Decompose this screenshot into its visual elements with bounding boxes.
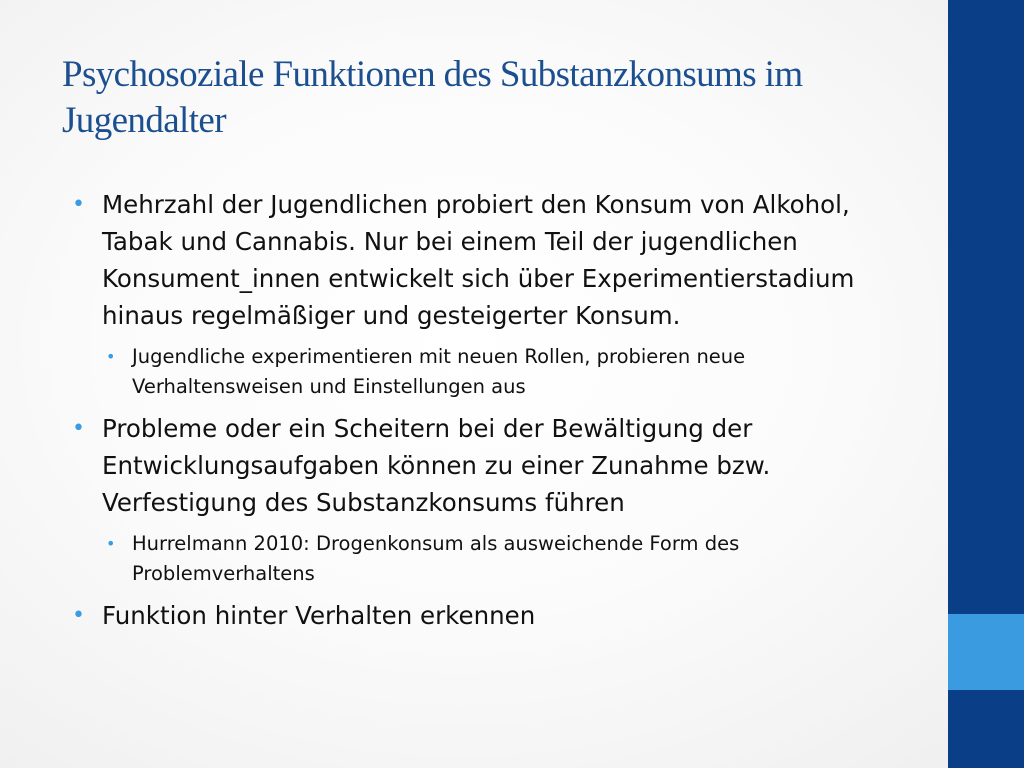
- slide-title: Psychosoziale Funktionen des Substanzkonsums im Jugendalter: [62, 54, 803, 141]
- bullet-text: Probleme oder ein Scheitern bei der Bewältigung der Entwicklungsaufgaben können zu einer Zunahme bzw. Verfestigung des Substanzkonsums führen: [102, 414, 771, 517]
- sub-bullet-text: Hurrelmann 2010: Drogenkonsum als ausweichende Form des Problemverhaltens: [132, 532, 740, 585]
- sub-bullet-icon: •: [106, 347, 116, 366]
- accent-bar-dark: [948, 0, 1024, 614]
- bullet-text: Mehrzahl der Jugendlichen probiert den Konsum von Alkohol, Tabak und Cannabis. Nur bei einem Teil der jugendlichen Konsument_innen entwickelt sich über Experimentierstadium hinaus regelmäßiger und gesteigerter Konsum.: [102, 190, 855, 330]
- sub-bullet-text: Jugendliche experimentieren mit neuen Rollen, probieren neue Verhaltensweisen und Einstellungen aus: [132, 345, 746, 398]
- bullet-icon: •: [72, 603, 85, 628]
- bullet-item: [72, 410, 922, 521]
- sub-bullet-item: [72, 342, 922, 402]
- bullet-icon: •: [72, 416, 85, 441]
- accent-bar-bottom: [948, 690, 1024, 768]
- accent-bar-light: [948, 614, 1024, 690]
- sub-bullet-icon: •: [106, 534, 116, 553]
- bullet-text: Funktion hinter Verhalten erkennen: [102, 601, 536, 630]
- bullet-item: [72, 597, 922, 634]
- bullet-item: [72, 186, 922, 334]
- bullet-icon: •: [72, 192, 85, 217]
- bullet-list: [72, 186, 922, 642]
- sub-bullet-item: [72, 529, 922, 589]
